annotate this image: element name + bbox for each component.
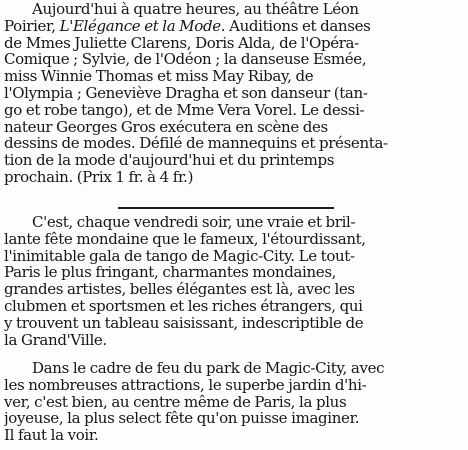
text-line: tion de la mode d'aujourd'hui et du printemps [4, 152, 335, 169]
text-line: l'Olympia ; Geneviève Dragha et son danseur (tan- [4, 84, 368, 102]
text-line: Paris le plus fringant, charmantes mondaines, [4, 264, 337, 282]
text-line: miss Winnie Thomas et miss May Ribay, de [4, 68, 314, 85]
text-line: l'inimitable gala de tango de Magic-City. Le tout- [4, 247, 355, 265]
text-line: Poirier, L'Elégance et la Mode. Auditions et danses [4, 17, 371, 35]
paragraph-theatre-leon-poirier [4, 1, 464, 186]
text-line: C'est, chaque vendredi soir, une vraie et bril- [32, 214, 356, 231]
text-line: les nombreuses attractions, le superbe jardin d'hi- [4, 376, 367, 394]
text-line: lante fête mondaine que le fameux, l'étourdissant, [4, 230, 366, 248]
text-line: nateur Georges Gros exécutera en scène des [4, 118, 328, 136]
text-line: y trouvent un tableau saisissant, indescriptible de [4, 314, 364, 332]
text-line: joyeuse, la plus select fête qu'on puisse imaginer. [4, 410, 360, 428]
text-line: dessins de modes. Défilé de mannequins et présenta- [4, 135, 388, 153]
text-line: la Grand'Ville. [4, 331, 107, 349]
text-line: Il faut la voir. [4, 427, 99, 444]
text-line: Dans le cadre de feu du park de Magic-City, avec [32, 360, 385, 377]
paragraph-magic-city-gala [4, 214, 464, 348]
text-line: grandes artistes, belles élégantes est là, avec les [4, 281, 355, 298]
text-line: prochain. (Prix 1 fr. à 4 fr.) [4, 168, 194, 186]
text-line: go et robe tango), et de Mme Vera Vorel. Le dessi- [4, 101, 365, 119]
play-title: L'Elégance et la Mode [59, 17, 221, 35]
text-line: Aujourd'hui à quatre heures, au théâtre Léon [32, 1, 359, 18]
separator-rule [118, 207, 334, 209]
text-line: ver, c'est bien, au centre même de Paris, la plus [4, 393, 347, 411]
text-line: Comique ; Sylvie, de l'Odéon ; la danseuse Esmée, [4, 51, 367, 69]
paragraph-magic-city-park [4, 360, 464, 444]
text-line: de Mmes Juliette Clarens, Doris Alda, de l'Opéra- [4, 34, 359, 52]
text-line: clubmen et sportsmen et les riches étrangers, qui [4, 297, 363, 315]
